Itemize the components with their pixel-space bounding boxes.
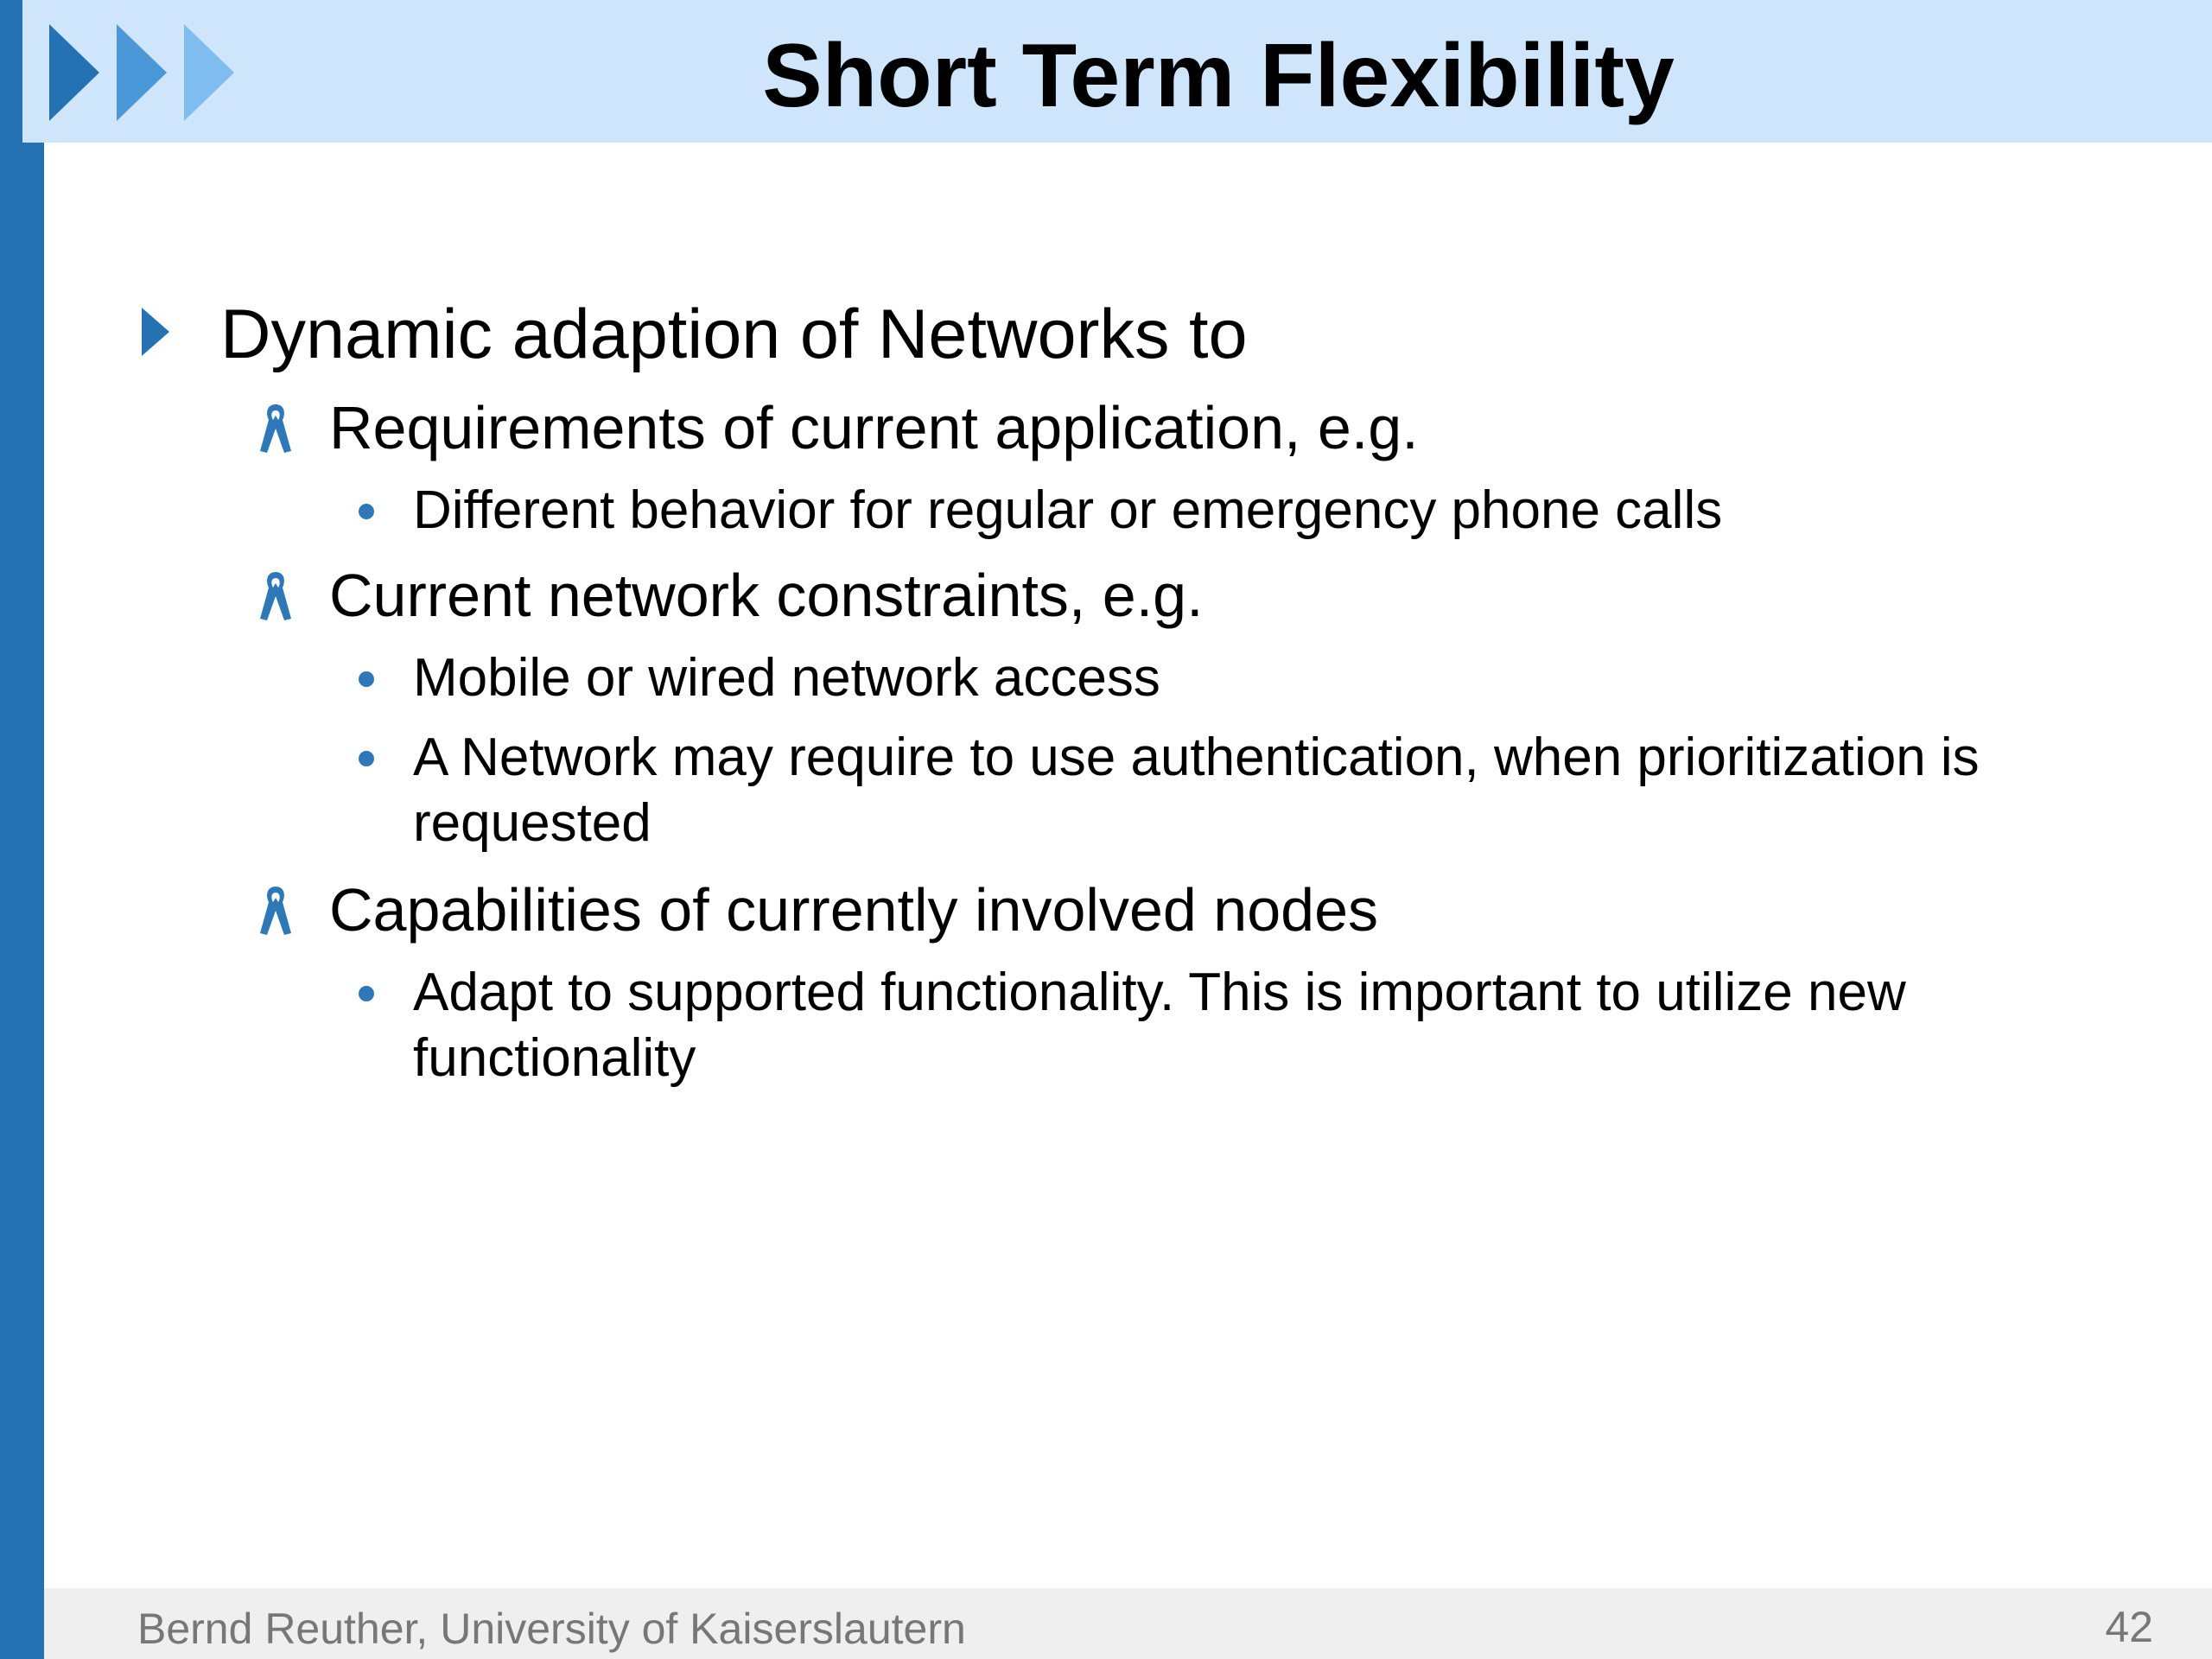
dot-bullet-icon xyxy=(359,751,374,766)
level3-bullet: Mobile or wired network access xyxy=(413,648,1160,708)
dot-bullet-icon xyxy=(359,504,374,519)
level3-bullet: Adapt to supported functionality. This is important to utilize new xyxy=(413,963,1906,1022)
level3-bullet: A Network may require to use authentication, when prioritization is xyxy=(413,728,1980,787)
dot-bullet-icon xyxy=(359,986,374,1001)
ribbon-bullet-icon xyxy=(257,569,295,624)
page-number: 42 xyxy=(2105,1603,2153,1651)
level2-heading: Requirements of current application, e.g. xyxy=(329,394,1419,461)
level2-heading: Current network constraints, e.g. xyxy=(329,562,1204,629)
level2-heading: Capabilities of currently involved nodes xyxy=(329,876,1378,944)
slide-title: Short Term Flexibility xyxy=(762,26,1675,126)
level3-bullet-continuation: functionality xyxy=(413,1028,696,1088)
ribbon-bullet-icon xyxy=(257,401,295,456)
level1-bullet: Dynamic adaption of Networks to xyxy=(220,296,1248,373)
level3-bullet-continuation: requested xyxy=(413,793,652,853)
footer-author: Bernd Reuther, University of Kaiserslautern xyxy=(137,1605,966,1653)
triangle-bullet-icon xyxy=(138,304,173,359)
ribbon-bullet-icon xyxy=(257,883,295,938)
dot-bullet-icon xyxy=(359,671,374,687)
level3-bullet: Different behavior for regular or emergency phone calls xyxy=(413,480,1723,540)
